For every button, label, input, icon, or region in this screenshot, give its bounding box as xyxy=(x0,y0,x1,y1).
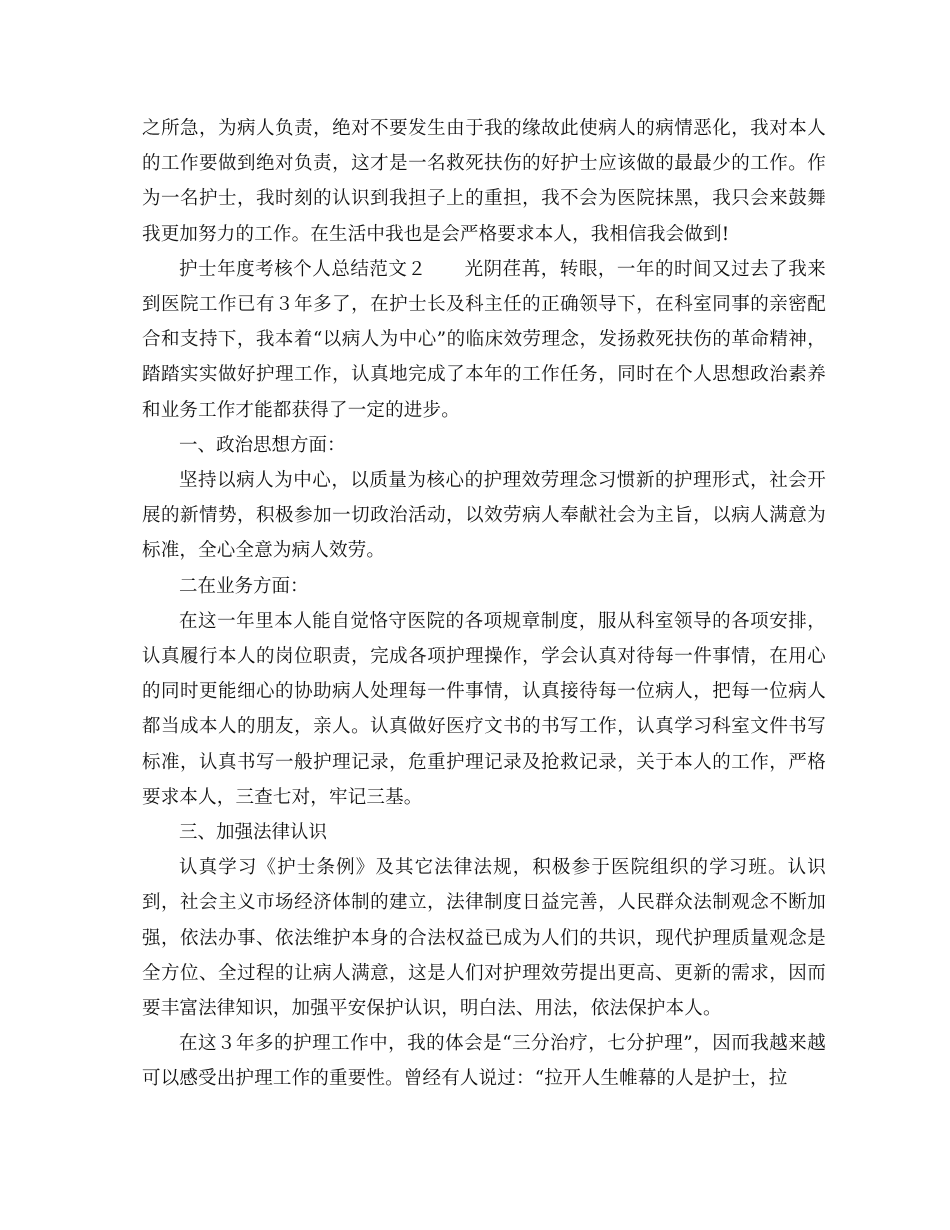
paragraph-business: 在这一年里本人能自觉恪守医院的各项规章制度，服从科室领导的各项安排，认真履行本人的岗位职责，完成各项护理操作，学会认真对待每一件事情，在用心的同时更能细心的协助病人处理每一件事情，认真接待每一位病人，把每一位病人都当成本人的朋友，亲人。认真做好医疗文书的书写工作，认真学习科室文件书写标准，认真书写一般护理记录，危重护理记录及抢救记录，关于本人的工作，严格要求本人，三查七对，牢记三基。 xyxy=(142,610,826,808)
paragraph-law: 认真学习《护士条例》及其它法律法规，积极参于医院组织的学习班。认识到，社会主义市场经济体制的建立，法律制度日益完善，人民群众法制观念不断加强，依法办事、依法维护本身的合法权益已成为人们的共识，现代护理质量观念是全方位、全过程的让病人满意，这是人们对护理效劳提出更高、更新的需求，因而要丰富法律知识，加强平安保护认识，明白法、用法，依法保护本人。 xyxy=(142,857,826,1020)
section-heading-business: 二在业务方面： xyxy=(179,575,309,597)
paragraph-politics: 坚持以病人为中心，以质量为核心的护理效劳理念习惯新的护理形式，社会开展的新情势，积极参加一切政治活动，以效劳病人奉献社会为主旨，以病人满意为标准，全心全意为病人效劳。 xyxy=(142,470,826,562)
section-heading-law: 三、加强法律认识 xyxy=(179,822,328,844)
document-body xyxy=(142,111,826,1097)
paragraph-summary-intro: 护士年度考核个人总结范文２ 光阴荏苒，转眼，一年的时间又过去了我来到医院工作已有３年多了，在护士长及科主任的正确领导下，在科室同事的亲密配合和支持下，我本着“以病人为中心”的临床效劳理念，发扬救死扶伤的革命精神，踏踏实实做好护理工作，认真地完成了本年的工作任务，同时在个人思想政治素养和业务工作才能都获得了一定的进步。 xyxy=(142,258,826,421)
section-heading-politics: 一、政治思想方面： xyxy=(179,434,346,456)
paragraph-experience: 在这３年多的护理工作中，我的体会是“三分治疗，七分护理”，因而我越来越可以感受出护理工作的重要性。曾经有人说过：“拉开人生帷幕的人是护士，拉 xyxy=(142,1033,826,1090)
paragraph-continuation: 之所急，为病人负责，绝对不要发生由于我的缘故此使病人的病情恶化，我对本人的工作要做到绝对负责，这才是一名救死扶伤的好护士应该做的最最少的工作。作为一名护士，我时刻的认识到我担子上的重担，我不会为医院抹黑，我只会来鼓舞我更加努力的工作。在生活中我也是会严格要求本人，我相信我会做到! xyxy=(142,118,826,245)
